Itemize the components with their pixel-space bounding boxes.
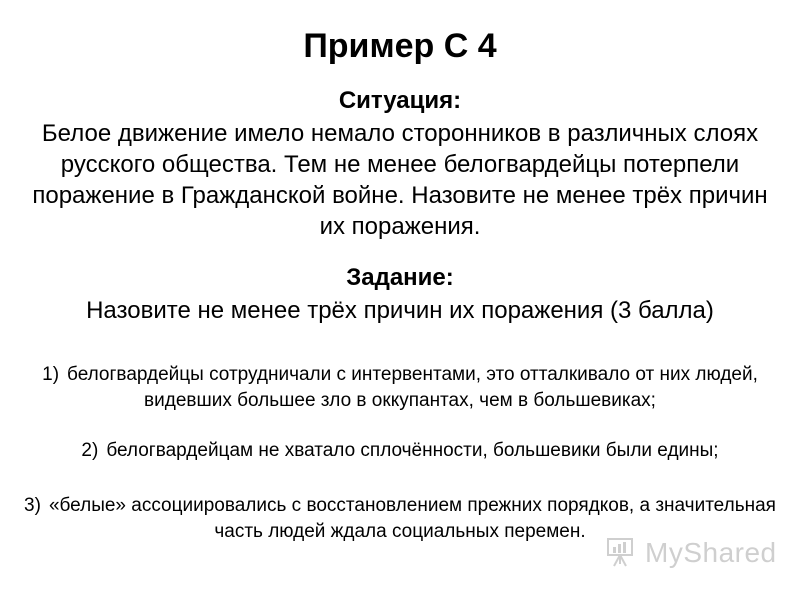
answer-item-1 (20, 362, 780, 414)
answer-number: 2) (81, 440, 99, 461)
watermark-text: MyShared (645, 537, 777, 568)
answer-text: белогвардейцы сотрудничали с интервентами, это отталкивало от них людей, видевших большее зло в оккупантах, чем в большевиках; (67, 364, 758, 411)
answer-text: «белые» ассоциировались с восстановлением прежних порядков, а значительная часть людей ждала социальных перемен. (48, 495, 776, 542)
answer-number: 3) (24, 495, 41, 516)
presentation-board-icon (605, 534, 639, 573)
answer-item-2 (20, 438, 780, 464)
answer-text: белогвардейцам не хватало сплочённости, большевики были едины; (106, 440, 719, 461)
answer-number: 1) (42, 364, 60, 385)
situation-heading: Ситуация: (338, 87, 462, 114)
task-text: Назовите не менее трёх причин их поражения (3 балла) (86, 297, 714, 324)
situation-text: Белое движение имело немало сторонников в различных слоях русского общества. Тем не менее белогвардейцы потерпели поражение в Гражданской войне. Назовите не менее трёх причин их поражения. (32, 120, 768, 240)
watermark (605, 536, 777, 570)
page-title: Пример С 4 (303, 27, 497, 65)
task-heading: Задание: (346, 264, 454, 291)
